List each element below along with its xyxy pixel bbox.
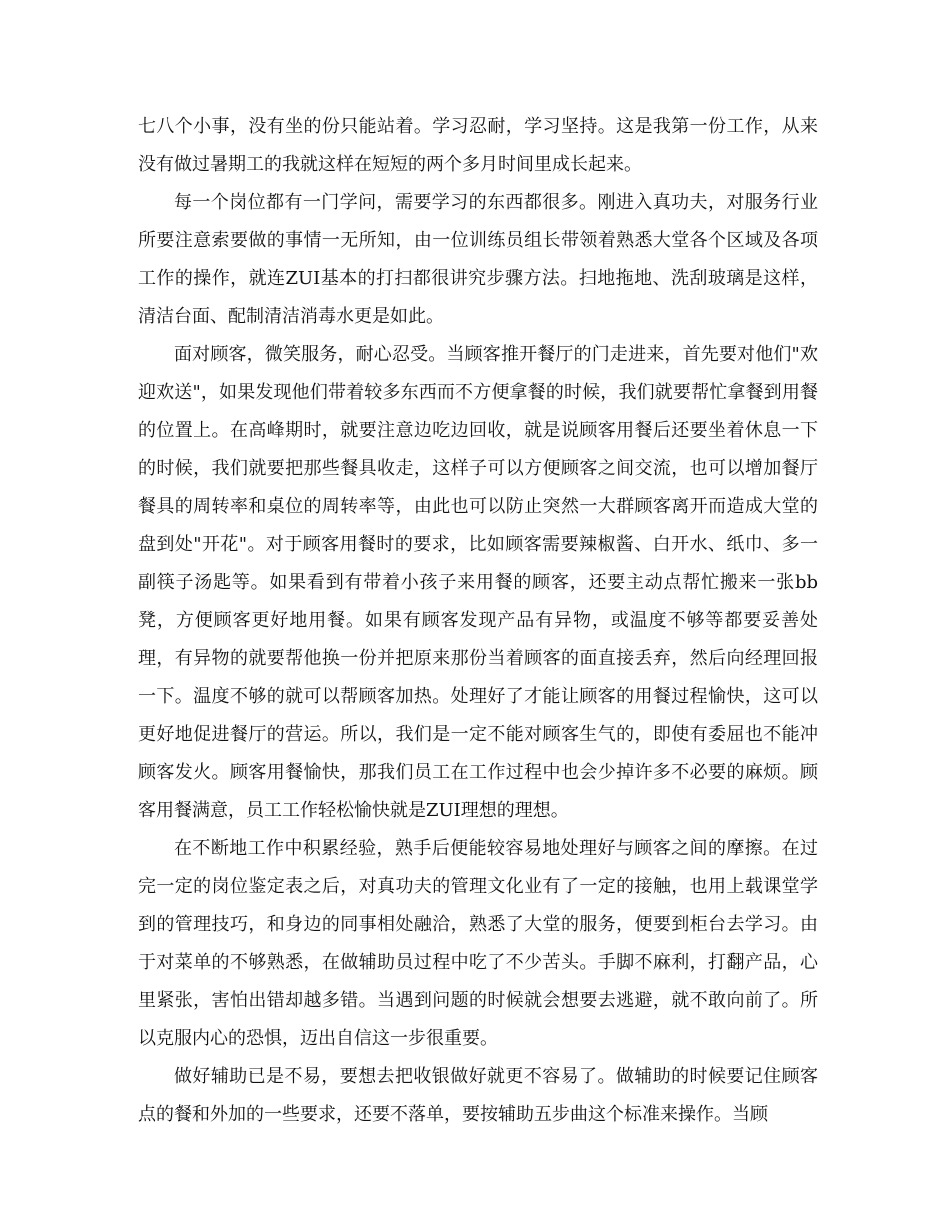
paragraph-3: 面对顾客，微笑服务，耐心忍受。当顾客推开餐厅的门走进来，首先要对他们"欢迎欢送"，如果发现他们带着较多东西而不方便拿餐的时候，我们就要帮忙拿餐到用餐的位置上。在高峰期时，就要注意边吃边回收，就是说顾客用餐后还要坐着休息一下的时候，我们就要把那些餐具收走，这样子可以方便顾客之间交流，也可以增加餐厅餐具的周转率和桌位的周转率等，由此也可以防止突然一大群顾客离开而造成大堂的盘到处"开花"。对于顾客用餐时的要求，比如顾客需要辣椒酱、白开水、纸巾、多一副筷子汤匙等。如果看到有带着小孩子来用餐的顾客，还要主动点帮忙搬来一张bb凳，方便顾客更好地用餐。如果有顾客发现产品有异物，或温度不够等都要妥善处理，有异物的就要帮他换一份并把原来那份当着顾客的面直接丢弃，然后向经理回报一下。温度不够的就可以帮顾客加热。处理好了才能让顾客的用餐过程愉快，这可以更好地促进餐厅的营运。所以，我们是一定不能对顾客生气的，即使有委屈也不能冲顾客发火。顾客用餐愉快，那我们员工在工作过程中也会少掉许多不必要的麻烦。顾客用餐满意，员工工作轻松愉快就是ZUI理想的理想。 <box>138 344 818 821</box>
paragraph-2: 每一个岗位都有一门学问，需要学习的东西都很多。刚进入真功夫，对服务行业所要注意索要做的事情一无所知，由一位训练员组长带领着熟悉大堂各个区域及各项工作的操作，就连ZUI基本的打扫都很讲究步骤方法。扫地拖地、洗刮玻璃是这样，清洁台面、配制清洁消毒水更是如此。 <box>138 192 818 327</box>
document-body <box>138 108 818 1134</box>
paragraph-5: 做好辅助已是不易，要想去把收银做好就更不容易了。做辅助的时候要记住顾客点的餐和外加的一些要求，还要不落单，要按辅助五步曲这个标准来操作。当顾 <box>138 1066 818 1125</box>
paragraph-1: 七八个小事，没有坐的份只能站着。学习忍耐，学习坚持。这是我第一份工作，从来没有做过暑期工的我就这样在短短的两个多月时间里成长起来。 <box>138 116 818 175</box>
paragraph-4: 在不断地工作中积累经验，熟手后便能较容易地处理好与顾客之间的摩擦。在过完一定的岗位鉴定表之后，对真功夫的管理文化业有了一定的接触，也用上载课堂学到的管理技巧，和身边的同事相处融洽，熟悉了大堂的服务，便要到柜台去学习。由于对菜单的不够熟悉，在做辅助员过程中吃了不少苦头。手脚不麻利，打翻产品，心里紧张，害怕出错却越多错。当遇到问题的时候就会想要去逃避，就不敢向前了。所以克服内心的恐惧，迈出自信这一步很重要。 <box>138 838 818 1049</box>
